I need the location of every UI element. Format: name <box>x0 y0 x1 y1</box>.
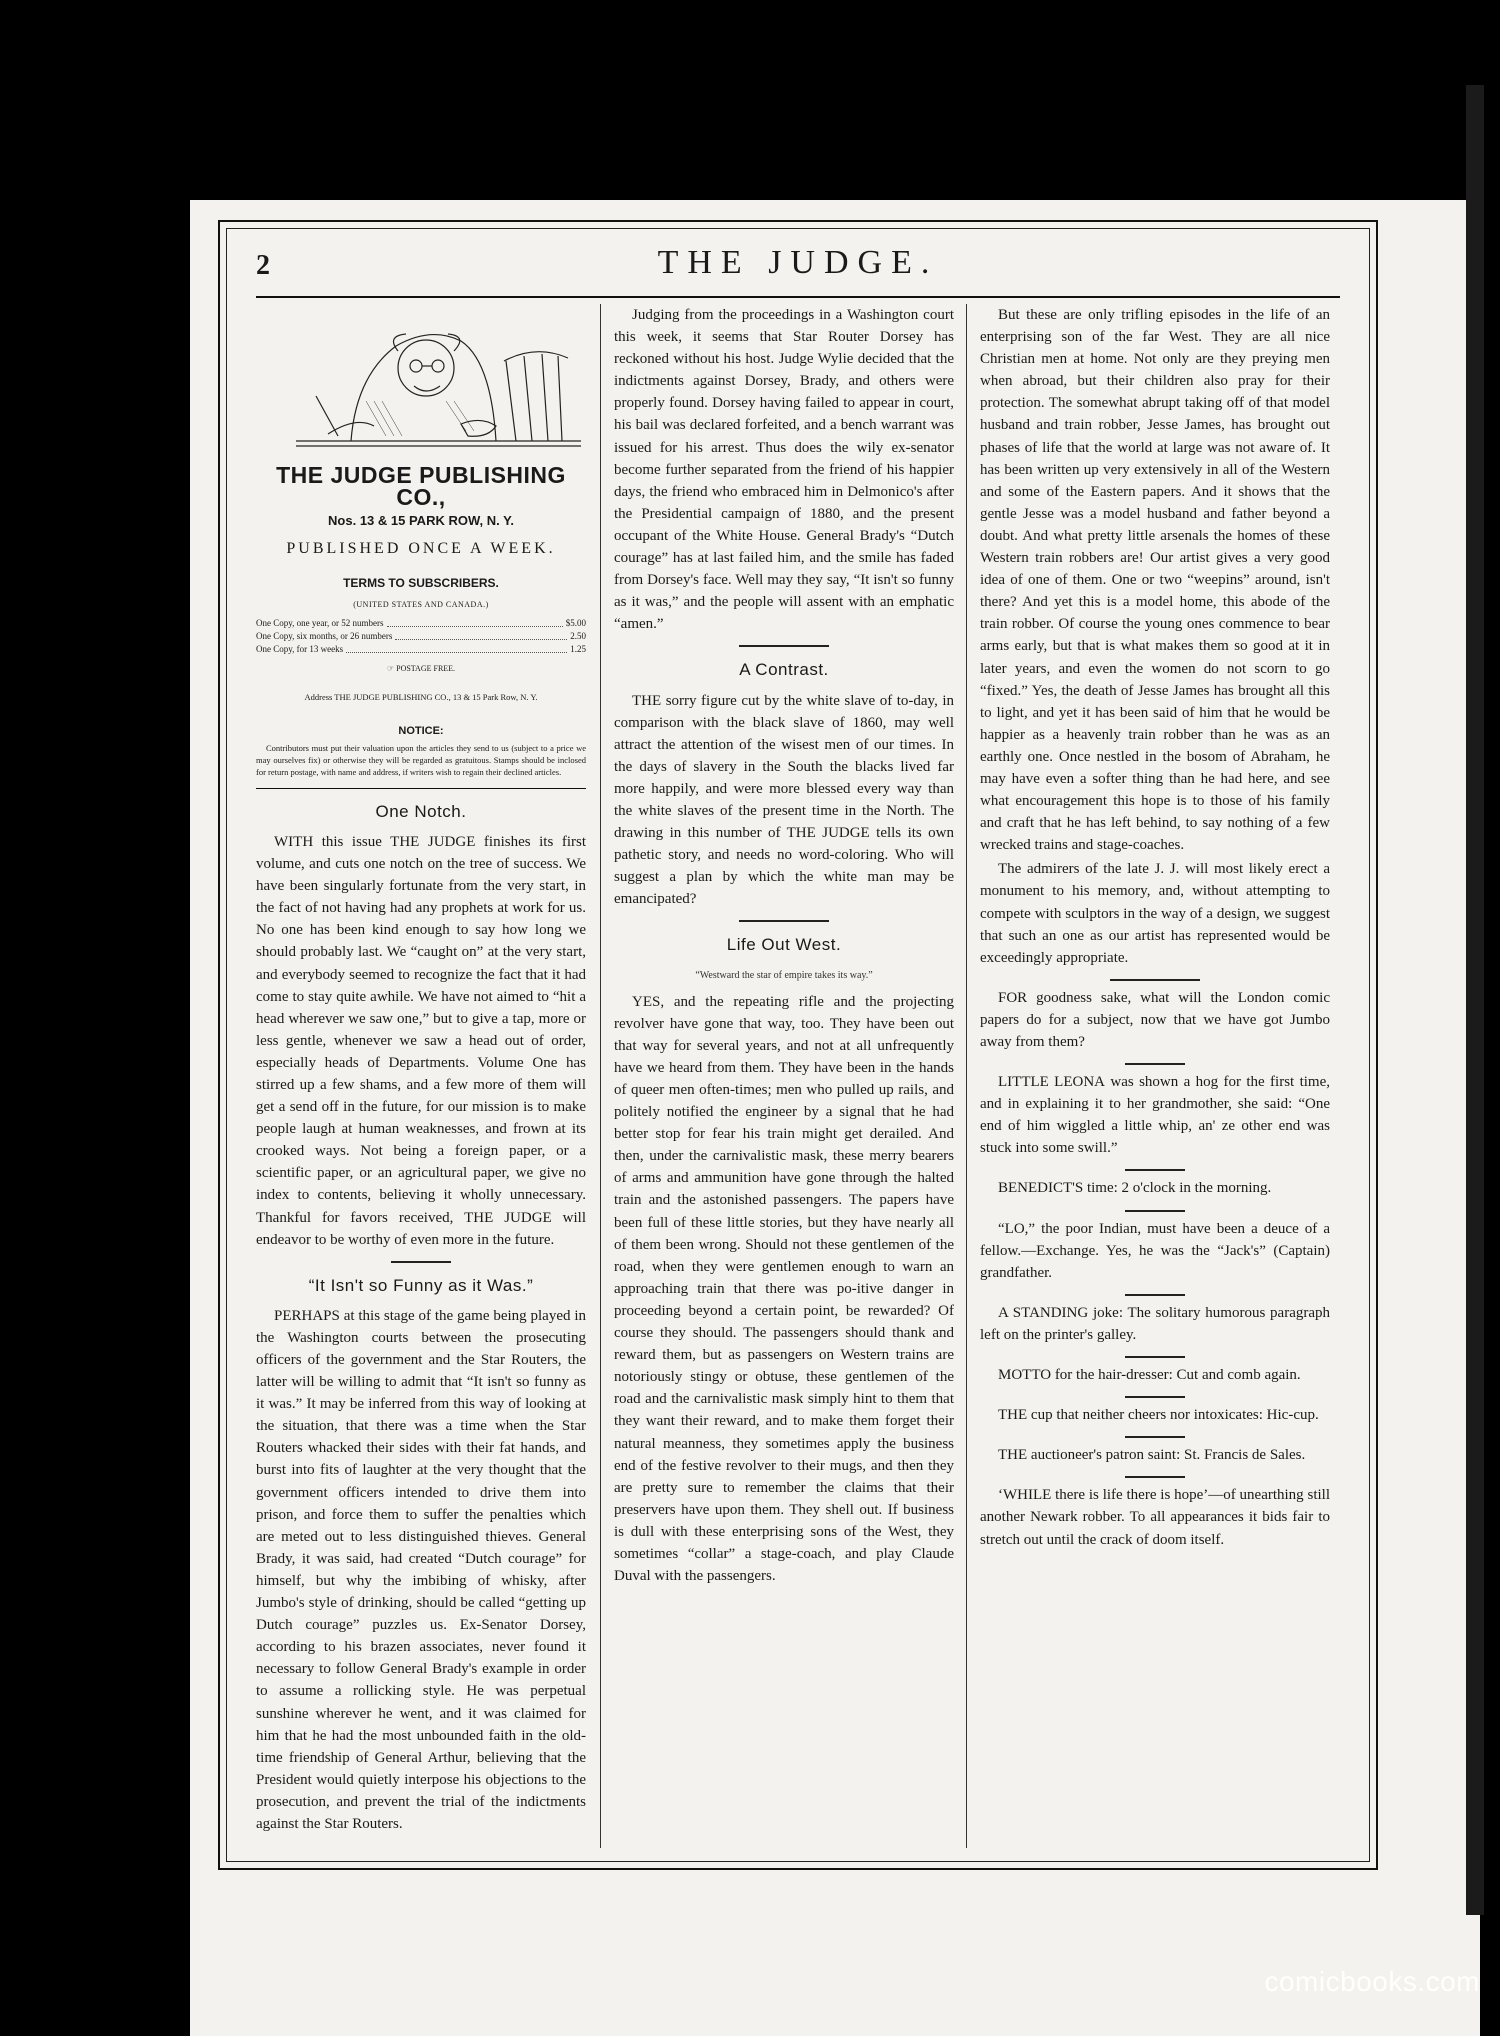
separator-rule <box>1125 1396 1185 1398</box>
terms-title: TERMS TO SUBSCRIBERS. <box>343 576 499 591</box>
column-divider <box>600 304 601 1848</box>
article-title: Life Out West. <box>726 935 842 955</box>
article-paragraph: WITH this issue THE JUDGE finishes its first volume, and cuts one notch on the tree of success. We have been singularly fortunate from the very start, in the fact of not having had any prophets at work for us. No one has been kind enough to say how long we should probably last. We “caught on” at the very start, and everybody seemed to recognize the fact that it had come to stay quite awhile. We have not aimed to “hit a head wherever we saw one,” but to give a tap, more or less gentle, whenever we saw a head out of order, especially heads of Departments. Volume One has stirred up a few shams, and a few more of them will get a send off in the future, for our mission is to make people laugh at human weaknesses, and frown at its crooked ways. Not being a foreign paper, or a scientific paper, or an agricultural paper, we give no index to contents, believing it wholly unnecessary. Thankful for favors received, THE JUDGE will endeavor to be worthy of even more in the future. <box>256 833 586 1248</box>
page-header <box>256 244 1340 290</box>
short-paragraph: BENEDICT'S time: 2 o'clock in the morning. <box>998 1180 1272 1197</box>
short-paragraph: “LO,” the poor Indian, must have been a deuce of a fellow.—Exchange. Yes, he was the “Jack's” (Captain) grandfather. <box>980 1220 1330 1281</box>
epigraph: “Westward the star of empire takes its way.” <box>695 969 873 981</box>
short-paragraph: LITTLE LEONA was shown a hog for the first time, and in explaining it to her grandmother, she said: “One end of him wiggled a little whip, an' ze other end was stuck into some swill.” <box>980 1074 1330 1157</box>
short-paragraph: MOTTO for the hair-dresser: Cut and comb again. <box>998 1367 1301 1384</box>
terms-row: One Copy, one year, or 52 numbers $5.00 <box>256 617 586 628</box>
article-paragraph: YES, and the repeating rifle and the projecting revolver have gone that way, too. They have been out that way for several years, and not at all unfrequently have we heard from them. They have been in the hands of queer men often-times; men who pulled up rails, and politely notified the engineer by a signal that he had better stop for fear his train might get derailed. And then, under the carnivalistic mask, these merry bearers of arms and ammunition have gone through the halted train and the astonished passengers. The papers have been full of these little stories, but they have nearly all of them been wrong. Should not these gentlemen of the road, when they were gentlemen enough to warn an approaching train that there was po-itive danger in proceeding beyond a certain point, be rewarded? Of course they should. The passengers should thank and reward them, but as passengers on Western trains are notoriously stingy or obtuse, these gentlemen of the road and the carnivalistic mask simply hint to them that they want their reward, and to make them forget their natural meanness, they sometimes apply the business end of the festive revolver to their mugs, and then they are pretty sure to remember the claims that their preservers have upon them. They shell out. If business is dull with these enterprising sons of the West, they sometimes “collar” a stage-coach, and play Claude Duval with the passengers. <box>614 993 954 1585</box>
publication-frequency: PUBLISHED ONCE A WEEK. <box>286 540 556 558</box>
article-paragraph: PERHAPS at this stage of the game being played in the Washington courts between the prosecuting officers of the government and the Star Routers, the latter will be willing to admit that “It isn't so funny as it was.” It may be inferred from this way of looking at the situation, that there was a time when the Star Routers whacked their sides with their fat hands, and burst into fits of laughter at the very thought that the government officers intended to drive them into prison, and force them to suffer the penalties which are meted out to less distinguished thieves. General Brady, it was said, had created “Dutch courage” for himself, but why the imbibing of whisky, after Jumbo's style of drinking, should be called “getting up Dutch courage” puzzles us. Ex-Senator Dorsey, according to his brazen associates, never found it necessary to follow General Brady's example in order to assume a rollicking style. He was perpetual sunshine wherever he went, and it was claimed for him that he had the most unbounded faith in the old-time friendship of General Arthur, believing that the President would quietly interpose his objections to the prosecution, and prevent the trial of the indictments against the Star Routers. <box>256 1307 586 1832</box>
terms-row: One Copy, for 13 weeks 1.25 <box>256 643 586 654</box>
section-rule <box>256 788 586 789</box>
short-paragraph: ‘WHILE there is life there is hope’—of unearthing still another Newark robber. To all appearances it bids fair to stretch out until the crack of doom itself. <box>980 1487 1330 1548</box>
article-paragraph: But these are only trifling episodes in the life of an enterprising son of the far West. They are all nice Christian men at home. Not only are they preying men when abroad, but their children also pray for their protection. The somewhat abrupt taking off of that model husband and train robber, Jesse James, has brought out phases of life that the world at large was not aware of. It has been written up very extensively in all of the Western and some of the Eastern papers. And it shows that the gentle Jesse was a model husband and father beyond a doubt. And what pretty little arsenals the homes of these Western train robbers are! Our artist gives a very good idea of one of them. One or two “weepins” around, isn't there? And yet this is a model home, this abode of the train robber. Of course the young ones commence to bear arms early, but that is what makes them so good at it in later years, and even the women do not scorn to go “fixed.” Yes, the death of Jesse James has brought all this to light, and yet it has been said of him that he would be happier as a heavenly train robber than he was as an earthly one. Once nestled in the bosom of Abraham, he may have even a softer thing than he had here, and see what encouragement this hope is to those of his family and craft that he has left behind, to say nothing of a few wrecked trains and stage-coaches. <box>980 307 1330 854</box>
terms-subtitle: (UNITED STATES AND CANADA.) <box>353 600 489 610</box>
adjacent-page-edge <box>1466 85 1484 1915</box>
address-line: Address THE JUDGE PUBLISHING CO., 13 & 15 Park Row, N. Y. <box>304 691 538 702</box>
separator-rule <box>1125 1476 1185 1478</box>
terms-row: One Copy, six months, or 26 numbers 2.50 <box>256 630 586 641</box>
separator-rule <box>1125 1210 1185 1212</box>
separator-rule <box>1125 1356 1185 1358</box>
column-divider <box>966 304 967 1848</box>
page-number: 2 <box>256 250 270 281</box>
separator-rule <box>1110 979 1200 981</box>
judge-illustration <box>256 306 586 456</box>
masthead-title: THE JUDGE. <box>657 244 939 281</box>
article-title: “It Isn't so Funny as it Was.” <box>308 1275 534 1295</box>
article-paragraph: THE sorry figure cut by the white slave of to-day, in comparison with the black slave of 1860, may well attract the attention of the wisest men of our times. In the days of slavery in the South the blacks lived far more happily, and were more blessed every way than the white slaves of the present time in the North. The drawing in this number of THE JUDGE tells its own pathetic story, and needs no word-coloring. Who will suggest a plan by which the white man may be emancipated? <box>614 692 954 908</box>
separator-rule <box>739 645 829 647</box>
separator-rule <box>1125 1436 1185 1438</box>
separator-rule <box>1125 1294 1185 1296</box>
column-1 <box>256 304 586 1848</box>
article-title: A Contrast. <box>739 660 829 680</box>
column-2 <box>614 304 954 1848</box>
publisher-name: THE JUDGE PUBLISHING CO., <box>276 462 566 511</box>
newspaper-page <box>218 220 1378 1870</box>
separator-rule <box>739 920 829 922</box>
short-paragraph: THE auctioneer's patron saint: St. Francis de Sales. <box>998 1447 1306 1464</box>
article-title: One Notch. <box>375 801 467 821</box>
separator-rule <box>1125 1169 1185 1171</box>
publisher-address: Nos. 13 & 15 PARK ROW, N. Y. <box>328 513 514 529</box>
header-rule <box>256 296 1340 298</box>
column-3 <box>980 304 1330 1848</box>
article-paragraph: The admirers of the late J. J. will most likely erect a monument to his memory, and, without attempting to compete with sculptors in the way of a design, we suggest that such an one as our artist has represented would be exceedingly appropriate. <box>980 861 1330 966</box>
short-paragraph: THE cup that neither cheers nor intoxicates: Hic-cup. <box>998 1407 1319 1424</box>
watermark: comicbooks.com <box>1264 1966 1480 1997</box>
notice-title: NOTICE: <box>398 724 444 737</box>
short-paragraph: FOR goodness sake, what will the London comic papers do for a subject, now that we have got Jumbo away from them? <box>980 989 1330 1050</box>
article-paragraph: Judging from the proceedings in a Washington court this week, it seems that Star Router Dorsey has reckoned without his host. Judge Wylie decided that the indictments against Dorsey, Brady, and others were properly found. Dorsey having failed to appear in court, his bail was declared forfeited, and a bench warrant was issued for his arrest. Thus does the wily ex-senator become further separated from the friend of his happier days, the friend who embraced him in Delmonico's after the Presidential campaign of 1880, and the present occupant of the White House. General Brady's “Dutch courage” has at last failed him, and the smile has faded from Dorsey's face. Well may they say, “It isn't so funny as it was,” and the people will assent with an emphatic “amen.” <box>614 307 954 633</box>
postage-note: ☞ POSTAGE FREE. <box>386 663 456 673</box>
short-paragraph: A STANDING joke: The solitary humorous paragraph left on the printer's galley. <box>980 1304 1330 1343</box>
notice-text: Contributors must put their valuation upon the articles they send to us (subject to a price we may ourselves fix) or otherwise they will be regarded as gratuitous. Stamps should be inclosed for return postage, with name and address, if writers wish to regain their declined articles. <box>256 742 586 777</box>
separator-rule <box>1125 1063 1185 1065</box>
separator-rule <box>391 1261 451 1263</box>
